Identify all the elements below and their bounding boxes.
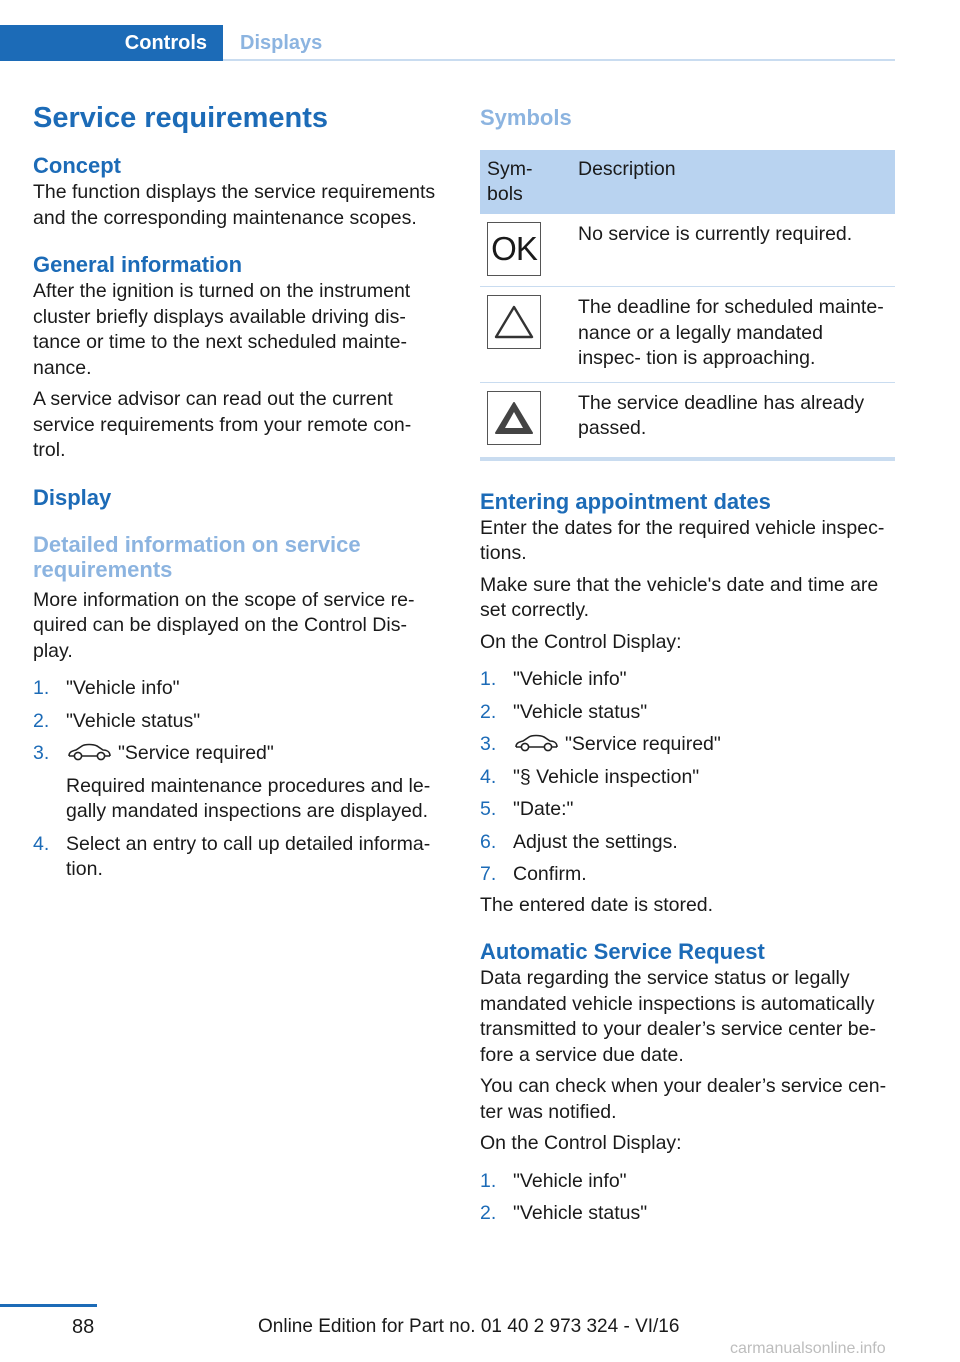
ok-icon-label: OK (491, 230, 537, 268)
appointment-stored-text: The entered date is stored. (480, 893, 714, 916)
asr-text-3: On the Control Display: (480, 1132, 682, 1154)
appointment-steps-list (480, 667, 895, 888)
detailed-information-heading: Detailed information on service requirements (33, 531, 361, 582)
car-service-icon (513, 733, 559, 753)
step-text: "Date:" (513, 798, 574, 820)
detailed-information-text: More information on the scope of service re‐ quired can be displayed on the Control Dis‐ play. (33, 588, 415, 662)
step-text: "Vehicle info" (513, 1169, 627, 1192)
column-header-description: Description (571, 150, 895, 214)
step-number: 1. (480, 1169, 497, 1192)
list-item (480, 1169, 895, 1195)
step-number: 2. (33, 709, 50, 732)
page-number: 88 (72, 1316, 95, 1338)
step-text: "Vehicle info" (513, 668, 627, 690)
step-number: 1. (480, 668, 497, 690)
table-row (480, 287, 895, 383)
step-text: Adjust the settings. (513, 830, 678, 853)
step-number: 6. (480, 830, 497, 853)
asr-text-2: You can check when your dealer’s service cen‐ ter was notified. (480, 1075, 887, 1123)
page-title: Service requirements (33, 102, 328, 134)
step-number: 4. (480, 765, 497, 788)
ok-icon (487, 222, 541, 276)
step-text: "Vehicle status" (513, 700, 648, 723)
symbols-table (480, 150, 895, 461)
step-number: 1. (33, 677, 50, 699)
step-number: 2. (480, 700, 497, 723)
step-number: 3. (480, 733, 497, 755)
asr-text-1: Data regarding the service status or legally mandated vehicle inspections is automatically transmitted to your dealer’s service center be‐ fore a service due date. (480, 967, 876, 1066)
list-item (480, 765, 895, 791)
display-steps-list (33, 676, 449, 883)
symbol-cell (480, 214, 571, 287)
step-number: 7. (480, 863, 497, 885)
step-text: "Vehicle status" (513, 1202, 648, 1224)
step-number: 2. (480, 1202, 497, 1224)
step-text: Confirm. (513, 863, 587, 885)
step-number: 5. (480, 798, 497, 820)
concept-heading: Concept (33, 153, 121, 178)
display-heading: Display (33, 484, 112, 510)
chapter-tabs (0, 25, 895, 61)
car-service-icon (66, 742, 112, 762)
description-cell: No service is currently required. (571, 214, 895, 287)
list-item (480, 667, 895, 693)
list-item (33, 741, 449, 825)
step-text: Select an entry to call up detailed informa‐ tion. (66, 832, 431, 880)
description-cell: The service deadline has already passed. (571, 382, 895, 459)
step-number: 4. (33, 832, 50, 855)
list-item (480, 862, 895, 888)
appointment-dates-text-3: On the Control Display: (480, 630, 682, 653)
general-information-heading: General information (33, 252, 243, 277)
left-column (33, 98, 449, 890)
edition-note: Online Edition for Part no. 01 40 2 973 324 - VI/16 (258, 1316, 680, 1337)
step-text: "§ Vehicle inspection" (513, 765, 700, 788)
step-text: "Service required" (565, 733, 721, 755)
tab-displays[interactable]: Displays (240, 32, 323, 54)
step-text: "Service required" (118, 742, 274, 764)
appointment-dates-text-2: Make sure that the vehicle's date and time are set correctly. (480, 573, 879, 621)
symbol-cell (480, 382, 571, 459)
list-item (480, 1201, 895, 1227)
description-cell: The deadline for scheduled mainte‐ nance or a legally mandated inspec‐ tion is approaching. (571, 287, 895, 383)
table-row (480, 214, 895, 287)
tab-underline (223, 59, 895, 61)
right-column (480, 98, 895, 1234)
step-number: 3. (33, 742, 50, 764)
table-row (480, 382, 895, 459)
column-header-symbols: Sym‐ bols (480, 150, 571, 214)
general-information-text-1: After the ignition is turned on the instrument cluster briefly displays available driving dis‐ tance or time to the next scheduled mainte‐ nance. (33, 280, 411, 379)
appointment-dates-heading: Entering appointment dates (480, 488, 771, 514)
general-information-text-2: A service advisor can read out the current service requirements from your remote con‐ trol. (33, 388, 412, 461)
automatic-service-request-heading: Automatic Service Request (480, 939, 765, 964)
step-note: Required maintenance procedures and le‐ gally mandated inspections are displayed. (66, 774, 431, 822)
list-item (480, 732, 895, 758)
step-text: "Vehicle status" (66, 709, 201, 732)
symbol-cell (480, 287, 571, 383)
table-header-row (480, 150, 895, 214)
asr-steps-list (480, 1169, 895, 1227)
list-item (33, 832, 449, 883)
warning-triangle-filled-icon (487, 391, 541, 445)
footer-rule (0, 1304, 97, 1307)
step-text: "Vehicle info" (66, 677, 180, 699)
symbols-heading: Symbols (480, 105, 572, 130)
watermark: carmanualsonline.info (730, 1340, 886, 1357)
list-item (480, 700, 895, 726)
appointment-dates-text-1: Enter the dates for the required vehicle inspec‐ tions. (480, 516, 885, 564)
list-item (480, 797, 895, 823)
list-item (33, 676, 449, 702)
concept-text: The function displays the service requirements and the corresponding maintenance scopes. (33, 181, 436, 229)
list-item (33, 709, 449, 735)
warning-triangle-outline-icon (487, 295, 541, 349)
list-item (480, 830, 895, 856)
tab-controls[interactable]: Controls (0, 25, 223, 61)
